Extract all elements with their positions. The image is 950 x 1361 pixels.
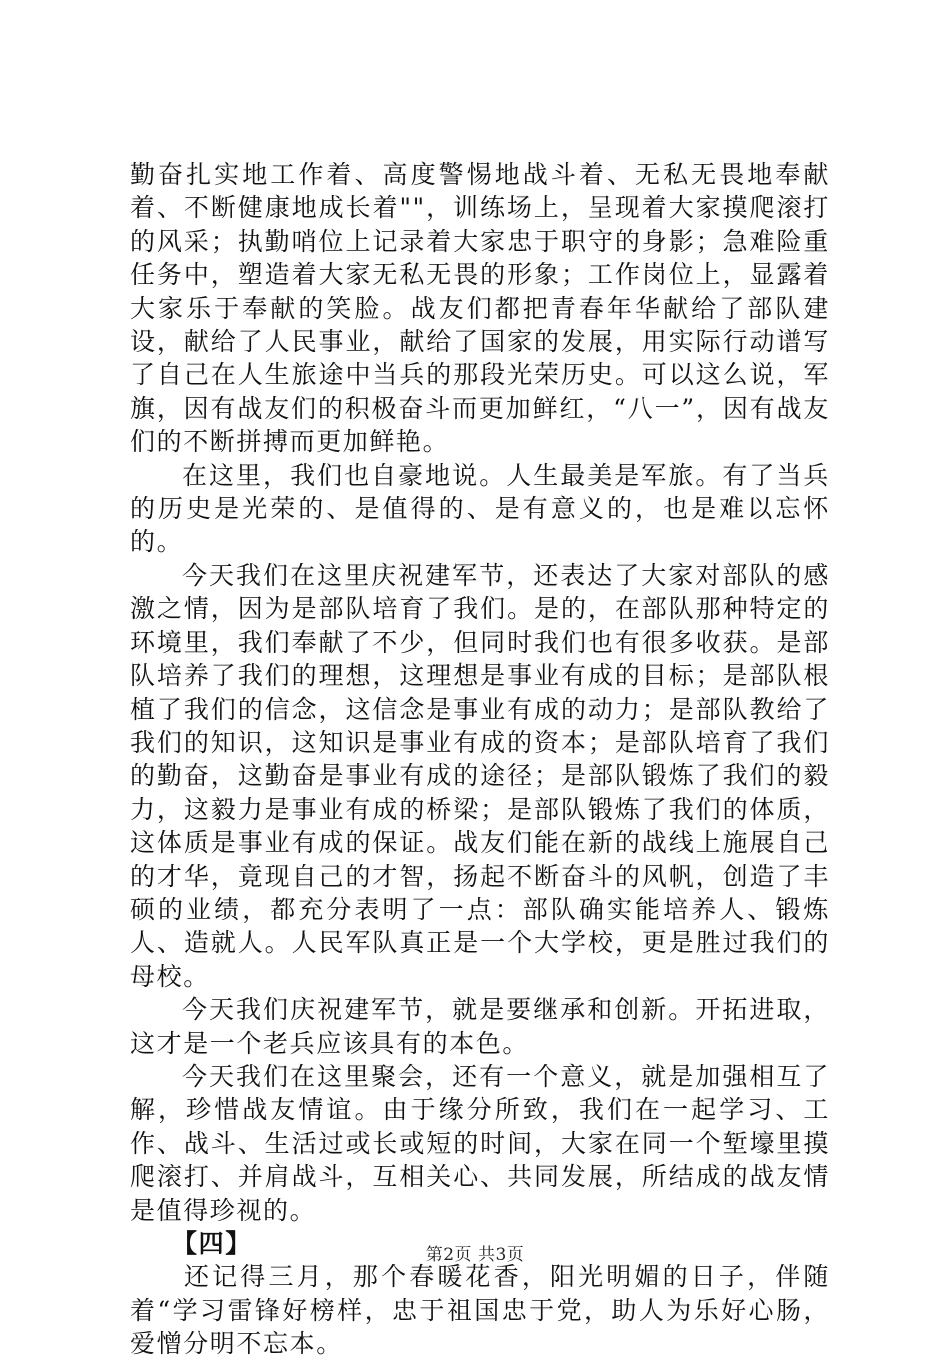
paragraph-comradeship: 今天我们在这里聚会，还有一个意义，就是加强相互了解，珍惜战友情谊。由于缘分所致，我们在一起学习、工作、战斗、生活过或长或短的时间，大家在同一个堑壕里摸爬滚打、并肩战斗，互相关心、共同发展，所结成的战友情是值得珍视的。 <box>130 1061 830 1225</box>
paragraph-gratitude: 今天我们在这里庆祝建军节，还表达了大家对部队的感激之情，因为是部队培育了我们。是的，在部队那种特定的环境里，我们奉献了不少，但同时我们也有很多收获。是部队培养了我们的理想，这理想是事业有成的目标；是部队根植了我们的信念，这信念是事业有成的动力；是部队教给了我们的知识，这知识是事业有成的资本；是部队培育了我们的勤奋，这勤奋是事业有成的途径；是部队锻炼了我们的毅力，这毅力是事业有成的桥梁；是部队锻炼了我们的体质，这体质是事业有成的保证。战友们能在新的战线上施展自己的才华，竟现自己的才智，扬起不断奋斗的风帆，创造了丰硕的业绩，都充分表明了一点：部队确实能培养人、锻炼人、造就人。人民军队真正是一个大学校，更是胜过我们的母校。 <box>130 560 830 991</box>
section-heading: 【四】 <box>172 1229 252 1258</box>
page-footer: 第2页 共3页 <box>425 1245 525 1265</box>
paragraph-closing: 还记得三月，那个春暖花香，阳光明媚的日子，伴随着“学习雷锋好榜样，忠于祖国忠于党，助人为乐好心肠，爱憎分明不忘本。 <box>130 1262 830 1359</box>
document-body <box>130 158 830 1361</box>
paragraph-military-pride: 在这里，我们也自豪地说。人生最美是军旅。有了当兵的历史是光荣的、是值得的、是有意义的，也是难以忘怀的。 <box>130 460 830 557</box>
paragraph-continuation: 勤奋扎实地工作着、高度警惕地战斗着、无私无畏地奉献着、不断健康地成长着""，训练场上，呈现着大家摸爬滚打的风采；执勤哨位上记录着大家忠于职守的身影；急难险重任务中，塑造着大家无私无畏的形象；工作岗位上，显露着大家乐于奉献的笑脸。战友们都把青春年华献给了部队建设，献给了人民事业，献给了国家的发展，用实际行动谱写了自己在人生旅途中当兵的那段光荣历史。可以这么说，军旗，因有战友们的积极奋斗而更加鲜红，“八一”，因有战友们的不断拼搏而更加鲜艳。 <box>130 160 830 457</box>
paragraph-inherit-innovate: 今天我们庆祝建军节，就是要继承和创新。开拓进取，这才是一个老兵应该具有的本色。 <box>130 995 830 1058</box>
